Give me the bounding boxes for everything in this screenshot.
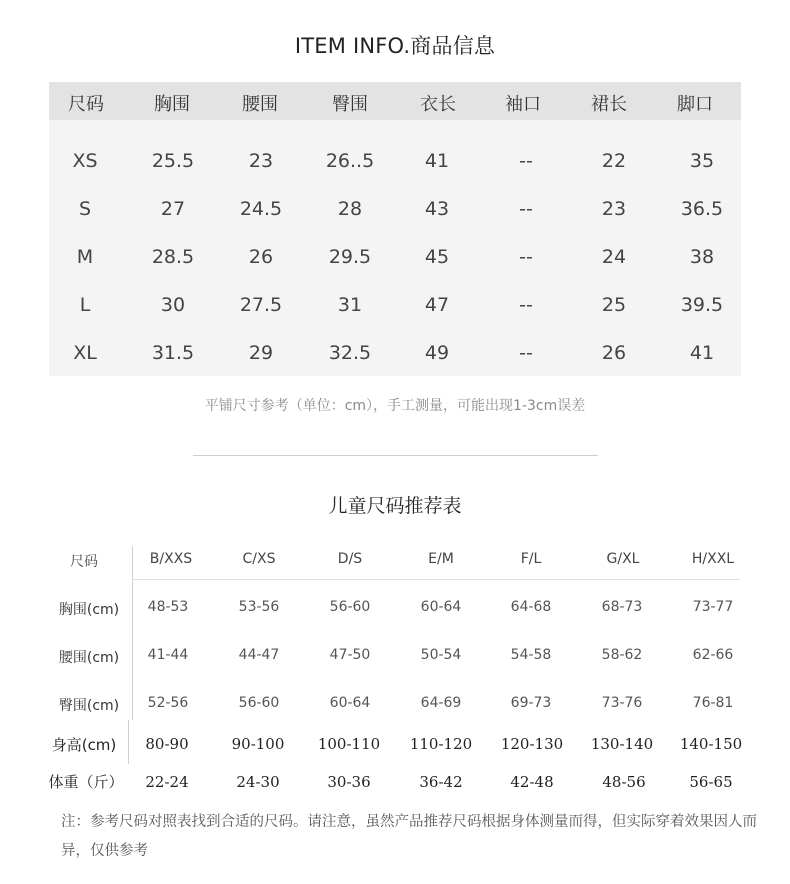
table-row: [49, 284, 741, 332]
cell-value: 28: [337, 198, 363, 220]
cell-value: 62-66: [692, 647, 734, 663]
cell-value: 130-140: [590, 735, 654, 753]
header-cell-kid-size: G/XL: [606, 551, 640, 567]
row-label-weight: 体重（斤）: [48, 773, 124, 791]
column-divider: [128, 720, 129, 764]
header-cell-waist: 腰围: [242, 94, 278, 115]
header-cell-kid-size: C/XS: [242, 551, 276, 567]
header-divider: [132, 579, 740, 580]
cell-value: 26..5: [325, 150, 375, 172]
row-label-chest: 胸围(cm): [58, 602, 120, 618]
cell-value: 56-60: [329, 599, 371, 615]
cell-value: --: [519, 198, 533, 220]
cell-value: 22-24: [145, 773, 189, 791]
cell-value: 29: [248, 342, 274, 364]
cell-value: 47: [424, 294, 450, 316]
cell-value: 80-90: [145, 735, 189, 753]
cell-size: XL: [73, 342, 97, 364]
cell-value: 58-62: [601, 647, 643, 663]
section-divider: [193, 455, 598, 456]
size-table: [49, 82, 741, 376]
cell-value: 29.5: [328, 246, 372, 268]
cell-value: 49: [424, 342, 450, 364]
cell-value: 140-150: [679, 735, 743, 753]
cell-value: 27: [160, 198, 186, 220]
cell-value: 73-76: [601, 695, 643, 711]
cell-value: 41: [424, 150, 450, 172]
cell-value: 54-58: [510, 647, 552, 663]
kids-size-title: 儿童尺码推荐表: [328, 495, 462, 517]
header-cell-leg-opening: 脚口: [677, 94, 713, 115]
header-cell-skirt-length: 裙长: [591, 94, 627, 115]
header-cell-kid-size: B/XXS: [149, 551, 193, 567]
cell-value: 47-50: [329, 647, 371, 663]
cell-value: --: [519, 342, 533, 364]
table-row: [49, 236, 741, 284]
cell-value: 69-73: [510, 695, 552, 711]
measurement-note: 平铺尺寸参考（单位：cm），手工测量，可能出现1-3cm误差: [204, 398, 586, 414]
page-title: ITEM INFO.商品信息: [294, 34, 496, 58]
cell-value: 76-81: [692, 695, 734, 711]
cell-value: 24: [601, 246, 627, 268]
cell-value: 24-30: [236, 773, 280, 791]
size-footnote: 注：参考尺码对照表找到合适的尺码。请注意，虽然产品推荐尺码根据身体测量而得，但实际穿着效果因人而异，仅供参考: [61, 814, 757, 859]
cell-value: 56-60: [238, 695, 280, 711]
cell-value: 35: [689, 150, 715, 172]
cell-value: 32.5: [328, 342, 372, 364]
cell-value: 23: [248, 150, 274, 172]
row-label-hip: 臀围(cm): [58, 698, 120, 714]
size-table-header: [49, 82, 741, 120]
cell-value: --: [519, 294, 533, 316]
header-cell-size: 尺码: [70, 554, 98, 570]
header-cell-kid-size: H/XXL: [691, 551, 735, 567]
cell-value: 30: [160, 294, 186, 316]
cell-value: 30-36: [327, 773, 371, 791]
cell-value: 25.5: [151, 150, 195, 172]
header-cell-kid-size: D/S: [337, 551, 363, 567]
header-cell-kid-size: F/L: [520, 551, 542, 567]
cell-value: 60-64: [329, 695, 371, 711]
cell-value: 36-42: [419, 773, 463, 791]
cell-value: 120-130: [500, 735, 564, 753]
cell-size: M: [76, 246, 94, 268]
cell-value: 50-54: [420, 647, 462, 663]
cell-value: 41-44: [147, 647, 189, 663]
cell-value: 64-68: [510, 599, 552, 615]
cell-value: 23: [601, 198, 627, 220]
cell-size: S: [78, 198, 92, 220]
cell-value: 48-53: [147, 599, 189, 615]
cell-value: 43: [424, 198, 450, 220]
cell-value: 45: [424, 246, 450, 268]
cell-value: 48-56: [602, 773, 646, 791]
cell-value: 42-48: [510, 773, 554, 791]
cell-value: 52-56: [147, 695, 189, 711]
cell-value: 68-73: [601, 599, 643, 615]
cell-value: 28.5: [151, 246, 195, 268]
cell-value: 31: [337, 294, 363, 316]
cell-value: 73-77: [692, 599, 734, 615]
header-cell-cuff: 袖口: [505, 94, 541, 115]
cell-value: 100-110: [317, 735, 381, 753]
cell-value: 31.5: [151, 342, 195, 364]
cell-value: 26: [601, 342, 627, 364]
table-row: [49, 332, 741, 380]
header-cell-chest: 胸围: [154, 94, 190, 115]
cell-value: --: [519, 246, 533, 268]
header-cell-size: 尺码: [68, 94, 104, 115]
header-cell-length: 衣长: [420, 94, 456, 115]
cell-value: 56-65: [689, 773, 733, 791]
cell-value: 53-56: [238, 599, 280, 615]
cell-size: L: [79, 294, 91, 316]
cell-value: 36.5: [680, 198, 724, 220]
header-cell-hip: 臀围: [332, 94, 368, 115]
cell-value: 64-69: [420, 695, 462, 711]
cell-value: 41: [689, 342, 715, 364]
cell-value: 27.5: [239, 294, 283, 316]
cell-value: 22: [601, 150, 627, 172]
cell-size: XS: [72, 150, 98, 172]
header-cell-kid-size: E/M: [428, 551, 454, 567]
cell-value: 25: [601, 294, 627, 316]
cell-value: 38: [689, 246, 715, 268]
table-row: [49, 140, 741, 188]
row-label-height: 身高(cm): [51, 736, 117, 754]
cell-value: 60-64: [420, 599, 462, 615]
table-row: [49, 188, 741, 236]
cell-value: 39.5: [680, 294, 724, 316]
row-label-waist: 腰围(cm): [58, 650, 120, 666]
cell-value: 44-47: [238, 647, 280, 663]
cell-value: 110-120: [409, 735, 473, 753]
cell-value: --: [519, 150, 533, 172]
column-divider: [132, 546, 133, 720]
cell-value: 26: [248, 246, 274, 268]
cell-value: 24.5: [239, 198, 283, 220]
cell-value: 90-100: [231, 735, 285, 753]
